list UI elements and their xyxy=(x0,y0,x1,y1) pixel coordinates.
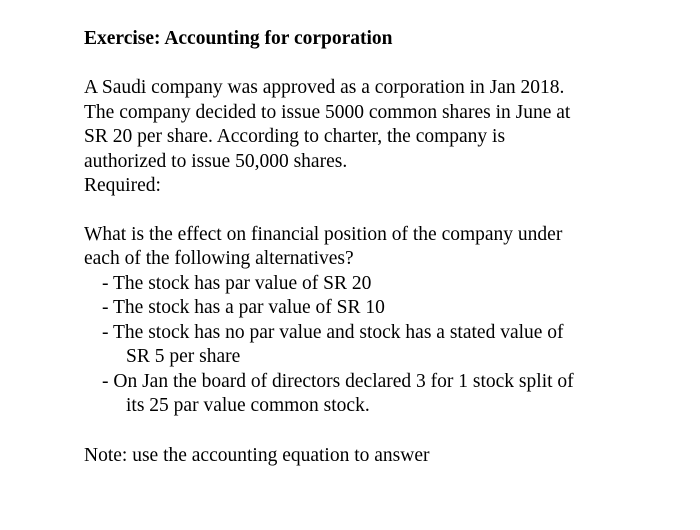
scenario-line-3: SR 20 per share. According to charter, the company is xyxy=(84,126,506,147)
scenario-paragraph xyxy=(84,76,684,174)
scenario-line-4: authorized to issue 50,000 shares. xyxy=(84,150,348,172)
alternative-4-continued: its 25 par value common stock. xyxy=(126,395,370,416)
note: Note: use the accounting equation to answer xyxy=(84,444,430,466)
alternative-4: - On Jan the board of directors declared 3 for 1 stock split of xyxy=(102,370,574,392)
alternative-1: - The stock has par value of SR 20 xyxy=(102,272,372,294)
exercise-title: Exercise: Accounting for corporation xyxy=(84,28,393,49)
required-label: Required: xyxy=(84,175,161,196)
question-paragraph xyxy=(84,223,684,272)
alternative-3-continued: SR 5 per share xyxy=(126,346,241,367)
scenario-line-2: The company decided to issue 5000 common shares in June at xyxy=(84,101,571,123)
alternatives-list xyxy=(84,272,684,419)
document xyxy=(84,27,684,468)
question-line-2: each of the following alternatives? xyxy=(84,248,354,269)
alternative-2: - The stock has a par value of SR 10 xyxy=(102,297,385,318)
scenario-line-1: A Saudi company was approved as a corporation in Jan 2018. xyxy=(84,77,565,98)
question-line-1: What is the effect on financial position of the company under xyxy=(84,223,563,245)
alternative-3: - The stock has no par value and stock has a stated value of xyxy=(102,321,564,343)
